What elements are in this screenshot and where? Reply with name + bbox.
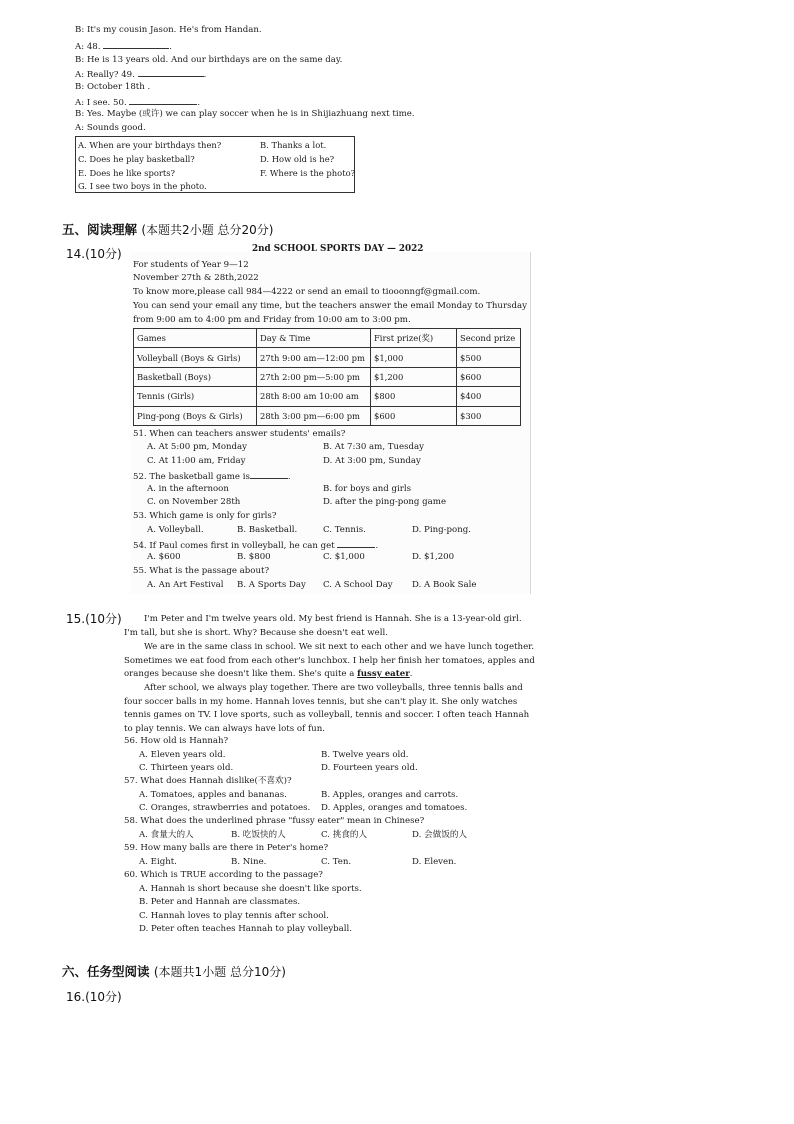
question-stem: 54. If Paul comes first in volleyball, he can get . [133, 541, 379, 551]
choice-d[interactable]: D. Peter often teaches Hannah to play volleyball. [139, 924, 353, 934]
question-stem: 56. How old is Hannah? [124, 736, 229, 746]
underlined-phrase: fussy eater [357, 669, 410, 679]
table-cell: Tennis (Girls) [134, 387, 257, 406]
choice-d[interactable]: D. Fourteen years old. [321, 763, 418, 773]
question-stem: 52. The basketball game is . [133, 472, 291, 482]
option-c: C. Does he play basketball? [78, 154, 195, 164]
option-g: G. I see two boys in the photo. [78, 181, 207, 191]
table-cell: $600 [457, 367, 521, 386]
choice-c[interactable]: C. A School Day [323, 580, 393, 590]
dialogue-line: B: He is 13 years old. And our birthdays are on the same day. [75, 55, 343, 65]
table-header-cell: Second prize [457, 329, 521, 348]
dialogue-line: A: Sounds good. [75, 123, 146, 133]
options-box [75, 136, 355, 193]
table-cell: $1,200 [371, 367, 457, 386]
choice-b[interactable]: B. Nine. [231, 857, 267, 867]
choice-b[interactable]: B. $800 [237, 552, 271, 562]
dialogue-line: A: I see. 50. . [75, 98, 201, 108]
choice-c[interactable]: C. 挑食的人 [321, 830, 368, 840]
question-stem: 57. What does Hannah dislike(不喜欢)? [124, 776, 292, 786]
choice-a[interactable]: A. Eleven years old. [139, 750, 226, 760]
choice-b[interactable]: B. for boys and girls [323, 484, 412, 494]
dialogue-line: A: 48. . [75, 42, 172, 52]
choice-a[interactable]: A. Tomatoes, apples and bananas. [139, 790, 287, 800]
table-cell: Ping-pong (Boys & Girls) [134, 406, 257, 425]
choice-a[interactable]: A. $600 [147, 552, 181, 562]
table-row [134, 367, 521, 386]
option-d: D. How old is he? [260, 154, 335, 164]
question-number: 16.(10分) [66, 990, 122, 1004]
choice-a[interactable]: A. Volleyball. [147, 525, 204, 535]
info-line: For students of Year 9—12 [133, 260, 249, 270]
option-f: F. Where is the photo? [260, 168, 356, 178]
table-cell: $500 [457, 348, 521, 367]
info-line: To know more,please call 984—4222 or send an email to tiooonngf@gmail.com. [133, 287, 481, 297]
choice-b[interactable]: B. Peter and Hannah are classmates. [139, 897, 301, 907]
choice-a[interactable]: A. At 5:00 pm, Monday [147, 442, 248, 452]
dialogue-line: A: Really? 49. . [75, 70, 207, 80]
question-number: 15.(10分) [66, 612, 122, 626]
answer-blank-52[interactable] [250, 470, 288, 479]
choice-d[interactable]: D. At 3:00 pm, Sunday [323, 456, 421, 466]
choice-d[interactable]: D. $1,200 [412, 552, 455, 562]
option-e: E. Does he like sports? [78, 168, 176, 178]
info-line: from 9:00 am to 4:00 pm and Friday from 10:00 am to 3:00 pm. [133, 315, 411, 325]
answer-blank-50[interactable] [129, 96, 197, 105]
dialogue-line: B: Yes. Maybe (或许) we can play soccer when he is in Shijiazhuang next time. [75, 109, 415, 119]
choice-a[interactable]: A. 食量大的人 [139, 830, 194, 840]
table-cell: $1,000 [371, 348, 457, 367]
question-stem: 59. How many balls are there in Peter's home? [124, 843, 329, 853]
table-header-row [134, 329, 521, 348]
table-cell: Volleyball (Boys & Girls) [134, 348, 257, 367]
choice-a[interactable]: A. An Art Festival [147, 580, 224, 590]
passage-line: four soccer balls in my home. Hannah loves tennis, but she can't play it. She only watches [124, 697, 518, 707]
choice-b[interactable]: B. Basketball. [237, 525, 298, 535]
question-stem: 60. Which is TRUE according to the passage? [124, 870, 323, 880]
choice-d[interactable]: D. Apples, oranges and tomatoes. [321, 803, 468, 813]
choice-b[interactable]: B. A Sports Day [237, 580, 306, 590]
passage-line: oranges because she doesn't like them. She's quite a fussy eater. [124, 669, 413, 679]
choice-c[interactable]: C. on November 28th [147, 497, 241, 507]
passage-title: 2nd SCHOOL SPORTS DAY — 2022 [252, 244, 424, 254]
answer-blank-54[interactable] [337, 539, 375, 548]
choice-b[interactable]: B. Apples, oranges and carrots. [321, 790, 459, 800]
info-line: You can send your email any time, but the teachers answer the email Monday to Thursday [133, 301, 527, 311]
table-cell: Basketball (Boys) [134, 367, 257, 386]
choice-c[interactable]: C. At 11:00 am, Friday [147, 456, 246, 466]
choice-d[interactable]: D. A Book Sale [412, 580, 477, 590]
option-b: B. Thanks a lot. [260, 140, 327, 150]
choice-c[interactable]: C. Tennis. [323, 525, 366, 535]
schedule-table [133, 328, 521, 426]
dialogue-line: B: October 18th . [75, 82, 151, 92]
choice-c[interactable]: C. Hannah loves to play tennis after school. [139, 911, 329, 921]
table-row [134, 387, 521, 406]
choice-d[interactable]: D. 会做饭的人 [412, 830, 468, 840]
table-header-cell: Day & Time [257, 329, 371, 348]
choice-b[interactable]: B. 吃饭快的人 [231, 830, 286, 840]
choice-d[interactable]: D. after the ping-pong game [323, 497, 447, 507]
table-cell: $400 [457, 387, 521, 406]
choice-c[interactable]: C. $1,000 [323, 552, 365, 562]
question-number: 14.(10分) [66, 247, 122, 261]
passage-line: I'm Peter and I'm twelve years old. My best friend is Hannah. She is a 13-year-old girl. [144, 614, 522, 624]
passage-line: tennis games on TV. I love sports, such as volleyball, tennis and soccer. I often teach Hannah [124, 710, 530, 720]
table-header-cell: First prize(奖) [371, 329, 457, 348]
choice-a[interactable]: A. Hannah is short because she doesn't like sports. [139, 884, 362, 894]
passage-line: We are in the same class in school. We sit next to each other and we have lunch together. [144, 642, 535, 652]
table-cell: $600 [371, 406, 457, 425]
choice-b[interactable]: B. At 7:30 am, Tuesday [323, 442, 425, 452]
section-heading: 五、阅读理解 (本题共2小题 总分20分) [62, 222, 274, 237]
info-line: November 27th & 28th,2022 [133, 273, 259, 283]
table-cell: 28th 3:00 pm—6:00 pm [257, 406, 371, 425]
table-cell: $300 [457, 406, 521, 425]
question-stem: 53. Which game is only for girls? [133, 511, 277, 521]
choice-c[interactable]: C. Ten. [321, 857, 352, 867]
choice-a[interactable]: A. in the afternoon [147, 484, 229, 494]
table-row [134, 406, 521, 425]
option-a: A. When are your birthdays then? [78, 140, 222, 150]
question-stem: 55. What is the passage about? [133, 566, 270, 576]
table-cell: 27th 9:00 am—12:00 pm [257, 348, 371, 367]
passage-line: I'm tall, but she is short. Why? Because she doesn't eat well. [124, 628, 388, 638]
table-row [134, 348, 521, 367]
answer-blank-48[interactable] [103, 40, 169, 49]
table-cell: $800 [371, 387, 457, 406]
passage-line: Sometimes we eat food from each other's lunchbox. I help her finish her tomatoes, apples and [124, 656, 535, 666]
passage-line: After school, we always play together. There are two volleyballs, three tennis balls and [144, 683, 523, 693]
choice-c[interactable]: C. Thirteen years old. [139, 763, 234, 773]
passage-line: to play tennis. We can always have lots of fun. [124, 724, 325, 734]
table-header-cell: Games [134, 329, 257, 348]
choice-d[interactable]: D. Ping-pong. [412, 525, 471, 535]
section-heading: 六、任务型阅读 (本题共1小题 总分10分) [62, 964, 286, 979]
question-stem: 58. What does the underlined phrase "fussy eater" mean in Chinese? [124, 816, 425, 826]
choice-c[interactable]: C. Oranges, strawberries and potatoes. [139, 803, 311, 813]
question-stem: 51. When can teachers answer students' emails? [133, 429, 346, 439]
answer-blank-49[interactable] [138, 68, 204, 77]
choice-a[interactable]: A. Eight. [139, 857, 177, 867]
choice-b[interactable]: B. Twelve years old. [321, 750, 409, 760]
dialogue-line: B: It's my cousin Jason. He's from Handan. [75, 25, 262, 35]
table-cell: 27th 2:00 pm—5:00 pm [257, 367, 371, 386]
choice-d[interactable]: D. Eleven. [412, 857, 457, 867]
table-cell: 28th 8:00 am 10:00 am [257, 387, 371, 406]
